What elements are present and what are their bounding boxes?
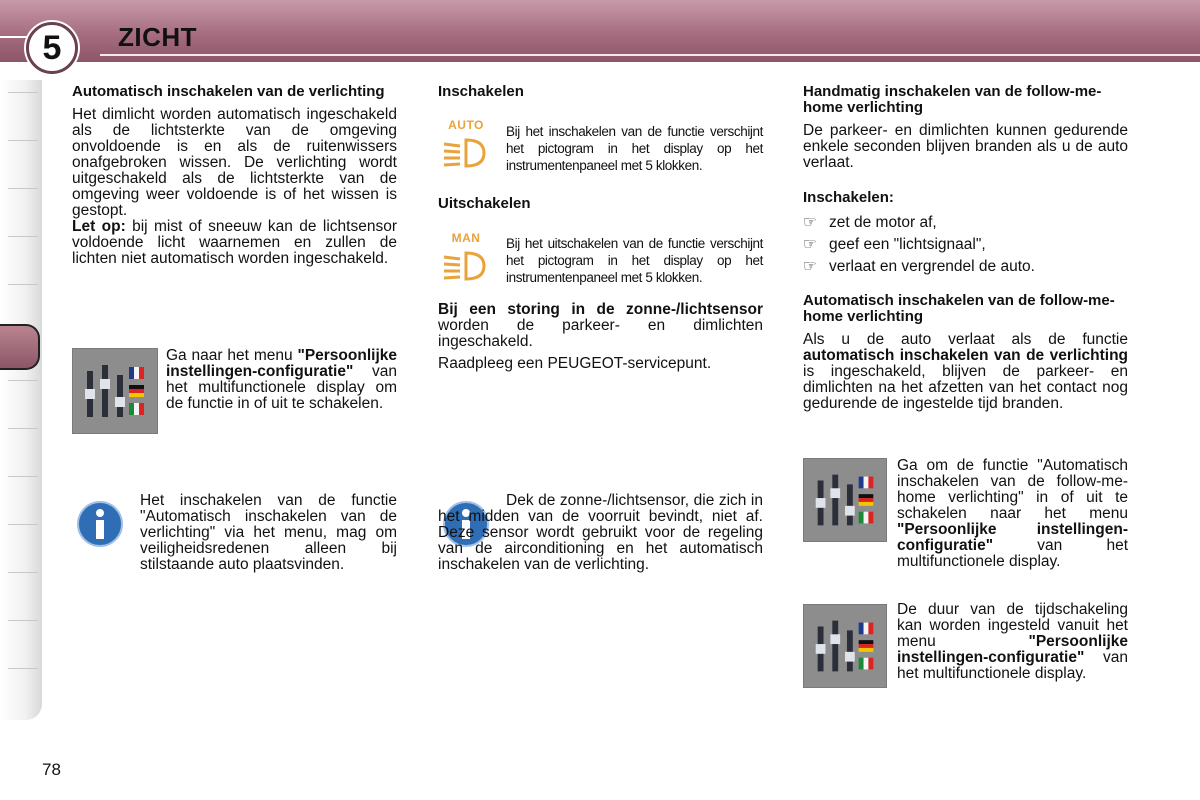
- paragraph: Het dimlicht worden automatisch ingeschakeld als de lichtsterkte van de omgeving onvoldoende is en als de ruitenwissers onafgebroken wissen. De verlichting wordt uitgeschakeld als de lichtsterkte van de omgeving weer voldoende is of het wissen is gestopt.: [72, 106, 397, 219]
- menu-text: Ga om de functie "Automatisch inschakelen van de follow-me-home verlichting" in of uit te schakelen naar het menu: [897, 457, 1128, 522]
- tab-divider: [8, 380, 38, 381]
- chapter-tabs: [0, 80, 42, 720]
- fault-paragraph: [438, 302, 763, 372]
- menu-name: "Persoonlijke instellingen-configuratie": [897, 633, 1128, 666]
- icon-description: Bij het uitschakelen van de functie verschijnt het pictogram in het display op het instrumentenpaneel met 5 klokken.: [506, 236, 763, 285]
- function-name: automatisch inschakelen van de verlichting: [803, 347, 1128, 364]
- active-chapter-tab[interactable]: [0, 324, 40, 370]
- tab-divider: [8, 476, 38, 477]
- menu-name: "Persoonlijke instellingen-configuratie": [897, 521, 1128, 554]
- auto-label: AUTO: [448, 118, 484, 132]
- list-item: [803, 212, 1128, 234]
- page-number: 78: [42, 760, 61, 779]
- paragraph-text: Als u de auto verlaat als de functie: [803, 331, 1128, 348]
- menu-text: van het multifunctionele display.: [897, 649, 1128, 682]
- manual-lights-icon: [440, 231, 492, 289]
- menu-text: van het multifunctionele display.: [897, 537, 1128, 570]
- tab-divider: [8, 188, 38, 189]
- paragraph-text: is ingeschakeld, blijven de parkeer- en dimlichten na het afzetten van het contact nog gedurende de ingestelde tijd branden.: [803, 363, 1128, 412]
- menu-instruction: [897, 458, 1128, 570]
- info-icon: [76, 500, 124, 548]
- chapter-number: 5: [42, 28, 62, 67]
- settings-menu-icon: [803, 604, 887, 688]
- list-item: [803, 234, 1128, 256]
- tab-divider: [8, 668, 38, 669]
- hand-pointer-icon: ☞: [803, 236, 817, 253]
- menu-instruction: [897, 602, 1128, 682]
- right-column: [803, 84, 1128, 412]
- note-text: bij mist of sneeuw kan de lichtsensor voldoende licht waarnemen en zullen de lichten niet automatisch worden ingeschakeld.: [72, 218, 398, 267]
- section-heading: Inschakelen: [438, 83, 524, 100]
- hand-pointer-icon: ☞: [803, 214, 817, 231]
- icon-description: Bij het inschakelen van de functie verschijnt het pictogram in het display op het instrumentenpaneel met 5 klokken.: [506, 124, 763, 173]
- tab-divider: [8, 140, 38, 141]
- tab-divider: [8, 620, 38, 621]
- paragraph: De parkeer- en dimlichten kunnen gedurende enkele seconden blijven branden als u de auto verlaat.: [803, 122, 1128, 171]
- menu-name: "Persoonlijke instellingen-configuratie": [166, 347, 397, 380]
- menu-text: De duur van de tijdschakeling kan worden ingesteld vanuit het menu: [897, 601, 1128, 650]
- tab-divider: [8, 92, 38, 93]
- header-divider: [100, 54, 1200, 56]
- settings-menu-icon: [72, 348, 158, 434]
- section-heading: Handmatig inschakelen van de follow-me-home verlichting: [803, 83, 1102, 116]
- list-item: [803, 256, 1128, 278]
- section-heading: Automatisch inschakelen van de verlichting: [72, 83, 385, 100]
- chapter-title: ZICHT: [118, 22, 198, 52]
- fault-text: worden de parkeer- en dimlichten ingeschakeld.: [438, 317, 763, 350]
- man-label: MAN: [451, 231, 481, 245]
- tab-divider: [8, 236, 38, 237]
- tab-divider: [8, 428, 38, 429]
- info-note: Dek de zonne-/lichtsensor, die zich in het midden van de voorruit bevindt, niet af. Deze sensor wordt gebruikt voor de regeling van de airconditioning en het automatisch inschakelen van de verlichting.: [438, 492, 763, 573]
- section-heading: Automatisch inschakelen van de follow-me-home verlichting: [803, 292, 1115, 325]
- chapter-badge: [26, 22, 78, 74]
- menu-text: Ga naar het menu: [166, 347, 298, 364]
- middle-section: [438, 196, 763, 212]
- section-heading: Uitschakelen: [438, 195, 531, 212]
- auto-lights-icon: [440, 118, 492, 176]
- service-advice: Raadpleeg een PEUGEOT-servicepunt.: [438, 355, 712, 372]
- note-label: Let op:: [72, 218, 126, 235]
- menu-instruction: [166, 348, 397, 412]
- tab-divider: [8, 572, 38, 573]
- step-text: zet de motor af,: [829, 214, 937, 231]
- paragraph: [803, 332, 1128, 412]
- info-note: Het inschakelen van de functie "Automatisch inschakelen van de verlichting" via het menu, mag om veiligheidsredenen alleen bij stilstaande auto plaatsvinden.: [140, 492, 397, 573]
- section-heading: Inschakelen:: [803, 189, 894, 206]
- settings-menu-icon: [803, 458, 887, 542]
- middle-column: [438, 84, 763, 100]
- note-paragraph: [72, 219, 397, 267]
- tab-divider: [8, 524, 38, 525]
- tab-divider: [8, 284, 38, 285]
- fault-label: Bij een storing in de zonne-/lichtsensor: [438, 301, 763, 318]
- step-text: geef een "lichtsignaal",: [829, 236, 986, 253]
- left-column: [72, 84, 397, 267]
- hand-pointer-icon: ☞: [803, 258, 817, 275]
- step-text: verlaat en vergrendel de auto.: [829, 258, 1035, 275]
- menu-text: van het multifunctionele display om de functie in of uit te schakelen.: [166, 363, 397, 412]
